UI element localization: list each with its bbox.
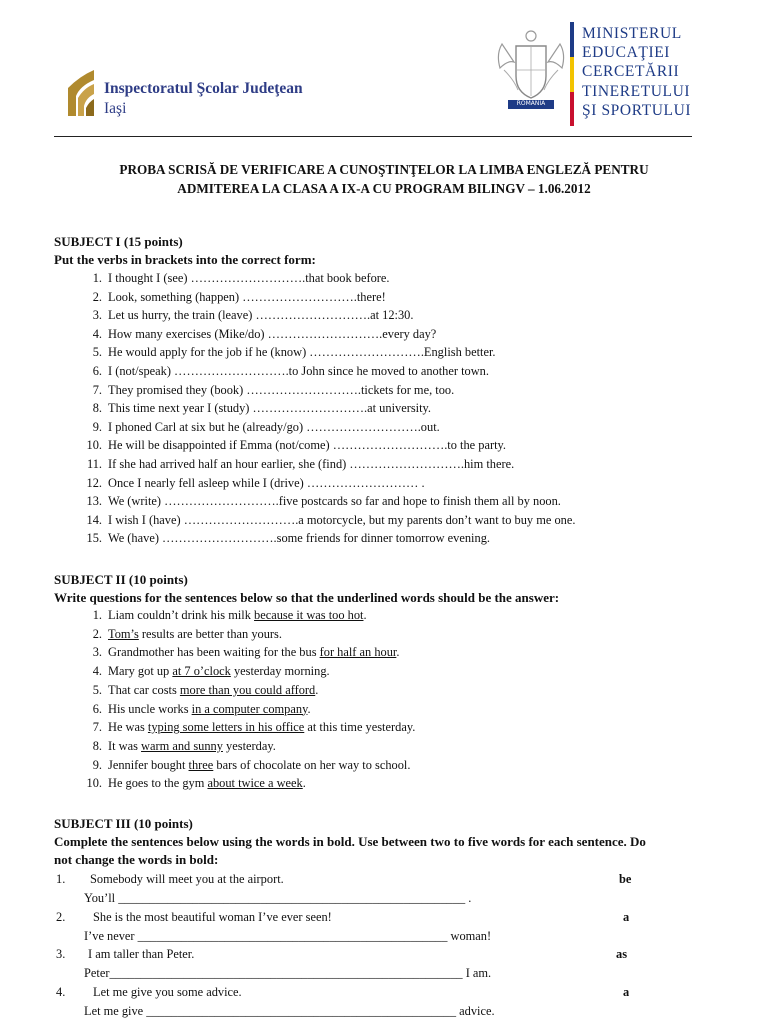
item-text: If she had arrived half an hour earlier, she (find) ……………………….him there.	[108, 457, 515, 471]
subject1-item	[74, 457, 514, 472]
item-text: I thought I (see) ……………………….that book before.	[108, 271, 390, 285]
item-text: .	[302, 776, 306, 791]
item-text: We (write) ……………………….five postcards so far and hope to finish them all by noon.	[108, 494, 561, 509]
subject1-item	[74, 383, 454, 398]
subject3-item-number: 3.	[56, 947, 66, 961]
item-number: 9.	[92, 757, 102, 772]
subject3-answer-line: Peter_________________________________________________________ I am.	[84, 966, 492, 980]
subject3-answer-line: You’ll ________________________________________________________ .	[84, 891, 472, 905]
item-text: I phoned Carl at six but he (already/go) ……………………….out.	[108, 419, 440, 434]
ministry-line: ŞI SPORTULUI	[582, 101, 692, 119]
item-text: at this time yesterday.	[304, 720, 416, 735]
item-number: 2.	[92, 626, 102, 641]
crest-label: ROMANIA	[516, 100, 546, 107]
item-text: Liam couldn’t drink his milk	[108, 608, 255, 622]
ministry-line: MINISTERUL	[582, 25, 682, 42]
item-text: His uncle works	[108, 701, 192, 716]
underlined-answer: about twice a week	[207, 776, 303, 791]
item-text: Once I nearly fell asleep while I (drive) ……………………… .	[108, 475, 425, 490]
item-number: 1.	[92, 608, 102, 622]
item-text: results are better than yours.	[138, 626, 282, 641]
subject1-item	[74, 494, 561, 509]
item-text: Mary got up	[108, 664, 173, 679]
subject1-item	[74, 420, 440, 435]
subject3-heading: SUBJECT III (10 points)	[54, 816, 193, 831]
item-text: .	[363, 608, 367, 622]
item-text: He will be disappointed if Emma (not/come) ……………………….to the party.	[108, 438, 507, 453]
underlined-answer: warm and sunny	[141, 738, 223, 753]
item-number: 4.	[92, 664, 102, 679]
exam-title-line2: ADMITEREA LA CLASA A IX-A CU PROGRAM BILINGV – 1.06.2012	[177, 181, 591, 196]
exam-title	[40, 160, 728, 198]
item-number: 12.	[86, 475, 102, 490]
item-text: Jennifer bought	[108, 757, 189, 772]
underlined-answer: three	[188, 757, 214, 772]
subject3-key-word: a	[623, 984, 630, 999]
isj-city: Iaşi	[104, 100, 127, 117]
header-divider	[54, 136, 692, 137]
item-text: Grandmother has been waiting for the bus	[108, 645, 320, 660]
ministry-line: TINERETULUI	[582, 82, 691, 100]
item-number: 9.	[92, 419, 102, 434]
subject2-item	[74, 645, 399, 660]
subject3-item-sentence: I am taller than Peter.	[88, 947, 195, 961]
subject1-item	[74, 364, 489, 379]
item-text: I (not/speak) ……………………….to John since he moved to another town.	[108, 364, 489, 378]
isj-logo	[66, 68, 96, 118]
item-number: 7.	[92, 720, 102, 735]
item-text: .	[307, 701, 311, 716]
item-number: 8.	[92, 738, 102, 753]
item-number: 15.	[86, 531, 102, 546]
subject2-item	[74, 664, 330, 679]
isj-name: Inspectoratul Şcolar Judeţean	[104, 80, 303, 97]
item-number: 4.	[92, 326, 102, 341]
item-text: It was	[108, 738, 142, 753]
subject3-key-word: be	[619, 872, 632, 886]
item-number: 10.	[86, 438, 102, 453]
subject3-item-sentence: Somebody will meet you at the airport.	[90, 872, 284, 886]
item-text: That car costs	[108, 682, 180, 697]
subject1-item	[74, 531, 490, 546]
subject3-key-word: as	[616, 947, 628, 961]
subject1-item	[74, 271, 390, 286]
item-number: 8.	[92, 401, 102, 416]
underlined-answer: more than you could afford	[179, 682, 316, 697]
item-number: 5.	[92, 682, 102, 697]
item-text: bars of chocolate on her way to school.	[213, 757, 411, 772]
subject3-key-word: a	[623, 909, 630, 924]
subject1-instruction: Put the verbs in brackets into the correct form:	[54, 252, 316, 267]
item-number: 2.	[92, 289, 102, 304]
item-number: 3.	[92, 645, 102, 660]
subject3-answer-line: I’ve never __________________________________________________ woman!	[84, 928, 492, 943]
subject3-instruction-line1: Complete the sentences below using the words in bold. Use between two to five words for each sentence. Do	[54, 834, 646, 849]
underlined-answer: at 7 o’clock	[172, 664, 231, 679]
underlined-answer: typing some letters in his office	[147, 720, 305, 735]
underlined-answer: for half an hour	[319, 645, 397, 660]
exam-title-line1: PROBA SCRISĂ DE VERIFICARE A CUNOŞTINŢELOR LA LIMBA ENGLEZĂ PENTRU	[119, 162, 649, 177]
subject3-instruction-line2: not change the words in bold:	[54, 852, 219, 867]
subject2-item	[74, 720, 415, 735]
item-number: 3.	[92, 308, 102, 323]
item-number: 1.	[92, 271, 102, 285]
subject2-item	[74, 683, 318, 698]
item-number: 13.	[86, 494, 102, 509]
subject2-item	[74, 758, 410, 773]
subject2-item	[74, 776, 306, 791]
item-text: yesterday.	[222, 738, 276, 753]
subject2-item	[74, 608, 367, 623]
item-number: 10.	[86, 776, 102, 791]
subject3-item-number: 4.	[56, 984, 66, 999]
item-text: .	[315, 682, 319, 697]
ministry-line: CERCETĂRII	[582, 63, 680, 81]
subject3-item-sentence: She is the most beautiful woman I’ve ever seen!	[93, 909, 332, 924]
item-text: This time next year I (study) ……………………….at university.	[108, 401, 432, 416]
subject3-item-number: 2.	[56, 909, 66, 924]
item-number: 11.	[86, 457, 102, 471]
ministry-tricolor-bar	[570, 22, 574, 126]
item-text: I wish I (have) ……………………….a motorcycle, but my parents don’t want to buy me one.	[108, 512, 576, 527]
subject2-item	[74, 627, 282, 642]
underlined-answer: in a computer company	[191, 701, 308, 716]
item-text: Look, something (happen) ……………………….there!	[108, 289, 386, 304]
underlined-answer: because it was too hot	[254, 608, 364, 622]
ministry-name	[582, 24, 691, 120]
underlined-answer: Tom’s	[108, 626, 139, 641]
subject1-item	[74, 345, 496, 360]
subject1-item	[74, 401, 431, 416]
subject1-item	[74, 308, 413, 323]
item-number: 7.	[92, 382, 102, 397]
item-number: 6.	[92, 364, 102, 378]
subject3-answer-line: Let me give __________________________________________________ advice.	[84, 1003, 495, 1018]
item-number: 14.	[86, 512, 102, 527]
item-text: They promised they (book) ……………………….tickets for me, too.	[108, 382, 455, 397]
subject3-item-number: 1.	[56, 872, 66, 886]
item-text: yesterday morning.	[230, 664, 330, 679]
subject1-item	[74, 513, 575, 528]
item-text: He goes to the gym	[108, 776, 208, 791]
item-text: We (have) ……………………….some friends for dinner tomorrow evening.	[108, 531, 490, 546]
item-text: He would apply for the job if he (know) ……………………….English better.	[108, 345, 496, 360]
subject1-heading: SUBJECT I (15 points)	[54, 234, 183, 249]
item-number: 5.	[92, 345, 102, 360]
subject2-item	[74, 702, 311, 717]
subject1-item	[74, 327, 436, 342]
item-text: Let us hurry, the train (leave) ……………………….at 12:30.	[108, 308, 414, 323]
subject2-instruction: Write questions for the sentences below so that the underlined words should be the answer:	[54, 590, 560, 605]
subject1-item	[74, 290, 386, 305]
subject2-heading: SUBJECT II (10 points)	[54, 572, 188, 587]
item-text: He was	[108, 720, 148, 735]
subject1-item	[74, 438, 506, 453]
item-number: 6.	[92, 701, 102, 716]
subject3-item-sentence: Let me give you some advice.	[93, 984, 242, 999]
subject1-item	[74, 476, 425, 491]
item-text: .	[396, 645, 400, 660]
item-text: How many exercises (Mike/do) ……………………….every day?	[108, 326, 437, 341]
subject2-item	[74, 739, 276, 754]
ministry-line: EDUCAŢIEI	[582, 44, 671, 62]
